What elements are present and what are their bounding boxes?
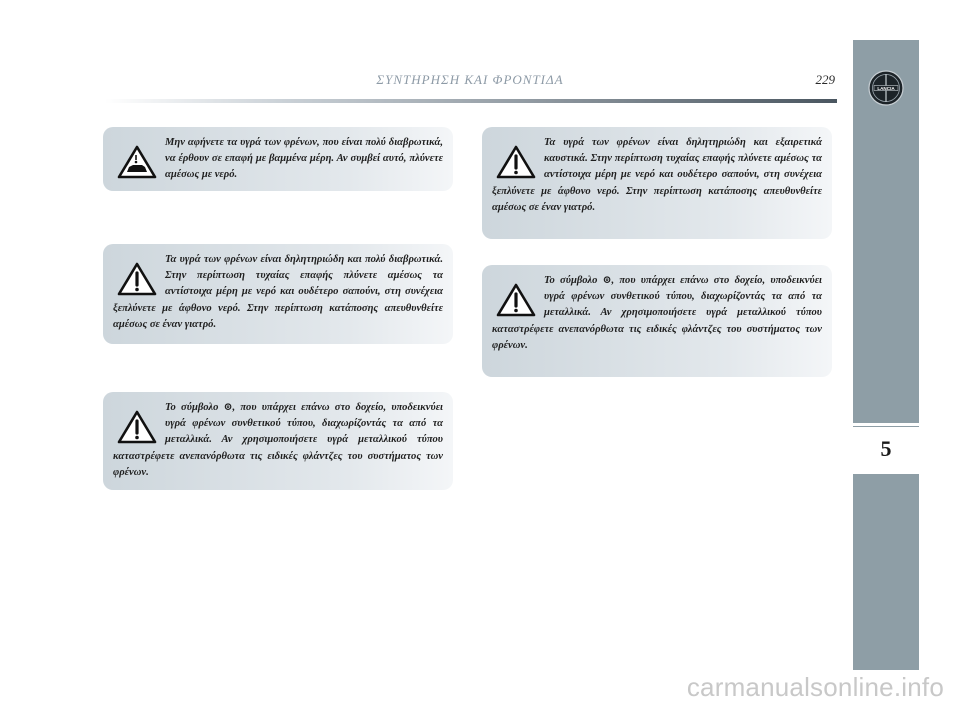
watermark: carmanualsonline.info <box>686 672 944 702</box>
warning-triangle-icon <box>117 410 157 444</box>
warning-box-caustic <box>482 127 832 239</box>
lancia-logo-icon <box>868 70 904 106</box>
warning-box-symbol-right <box>482 265 832 377</box>
chapter-number: 5 <box>853 427 919 471</box>
car-paint-warning-icon <box>117 145 157 179</box>
warning-triangle-icon <box>496 283 536 317</box>
warning-text: Τα υγρά των φρένων είναι δηλητηριώδη και πολύ διαβρωτικά. Στην περίπτωση τυχαίας επαφής πλύνετε αμέσως τα αντίστοιχα μέρη με νερό και ουδέτερο σαπούνι, στη συνέχεια ξεπλύνετε με άφθονο νερό. Στην περίπτωση κατάποσης απευθυνθείτε αμέσως σε έναν γιατρό. <box>113 254 443 330</box>
warning-text: Το σύμβολο ⊚, που υπάρχει επάνω στο δοχείο, υποδεικνύει υγρά φρένων συνθετικού τύπου, διαχωρίζοντάς τα από τα μεταλλικά. Αν χρησιμοποιήσετε υγρά μεταλλικού τύπου καταστρέφετε ανεπανόρθωτα τις ειδικές φλάντζες του συστήματος των φρένων. <box>113 402 443 478</box>
warning-box-paint <box>103 127 453 191</box>
header-divider <box>105 99 837 103</box>
chapter-side-tab <box>853 40 919 670</box>
warning-triangle-icon <box>496 145 536 179</box>
warning-text: Τα υγρά των φρένων είναι δηλητηριώδη και εξαιρετικά καυστικά. Στην περίπτωση τυχαίας επαφής πλύνετε αμέσως τα αντίστοιχα μέρη με νερό και ουδέτερο σαπούνι, στη συνέχεια ξεπλύνετε με άφθονο νερό. Στην περίπτωση κατάποσης απευθυνθείτε αμέσως σε έναν γιατρό. <box>492 137 822 213</box>
warning-box-symbol <box>103 392 453 490</box>
page-number: 229 <box>815 72 835 87</box>
page-title: ΣΥΝΤΗΡΗΣΗ ΚΑΙ ΦΡΟΝΤΙΔΑ <box>376 72 564 87</box>
warning-text: Μην αφήνετε τα υγρά των φρένων, που είναι πολύ διαβρωτικά, να έρθουν σε επαφή με βαμμένα μέρη. Αν συμβεί αυτό, πλύνετε αμέσως με νερό. <box>165 137 443 181</box>
warning-text: Το σύμβολο ⊚, που υπάρχει επάνω στο δοχείο, υποδεικνύει υγρά φρένων συνθετικού τύπου, διαχωρίζοντάς τα από τα μεταλλικά. Αν χρησιμοποιήσετε υγρά μεταλλικού τύπου καταστρέφετε ανεπανόρθωτα τις ειδικές φλάντζες του συστήματος των φρένων. <box>492 275 822 351</box>
side-tab-divider-top <box>853 423 919 426</box>
warning-triangle-icon <box>117 262 157 296</box>
logo-text: LANCIA <box>877 85 895 91</box>
side-tab-divider-bottom <box>853 471 919 474</box>
warning-box-toxic <box>103 244 453 344</box>
